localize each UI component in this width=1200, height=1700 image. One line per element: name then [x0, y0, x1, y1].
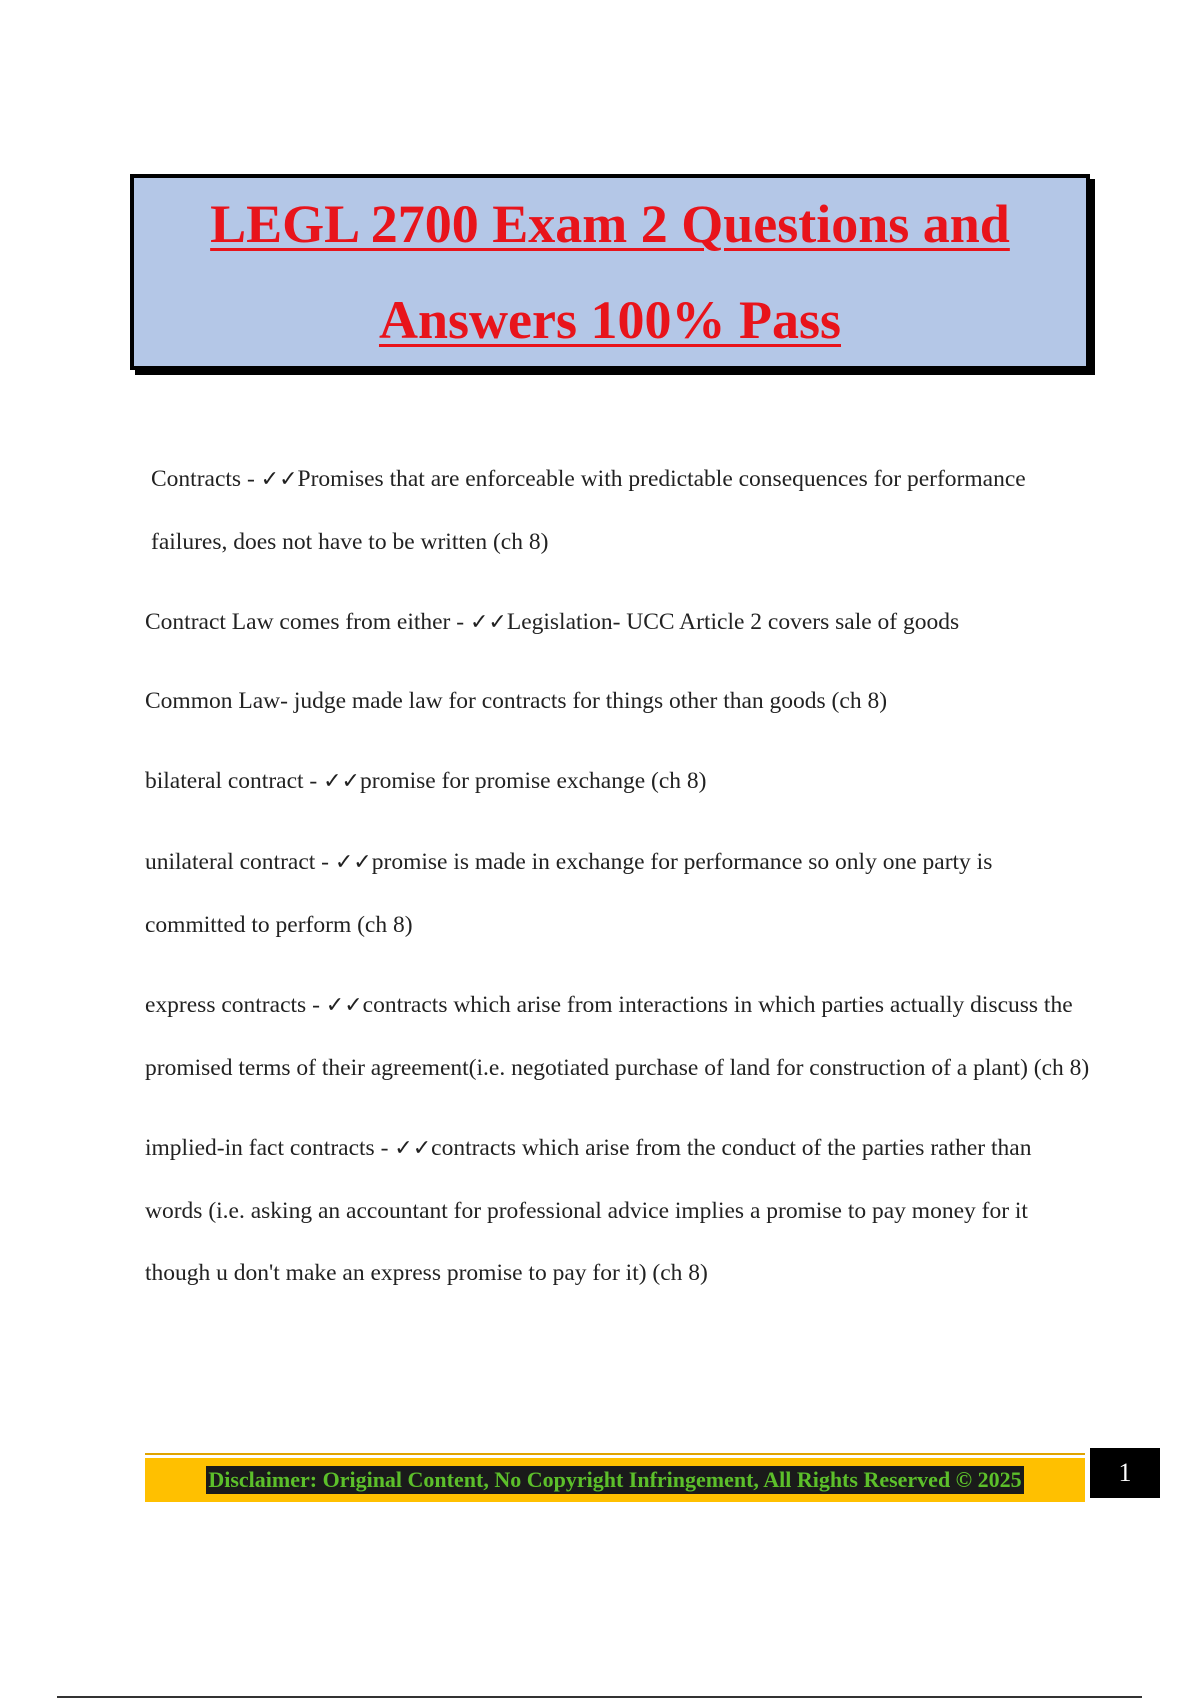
page-number: 1 — [1090, 1448, 1160, 1498]
qa-term: implied-in fact contracts — [145, 1135, 375, 1161]
double-check-icon: ✓✓ — [394, 1136, 432, 1161]
page-bottom-divider — [57, 1696, 1142, 1698]
qa-answer: Promises that are enforceable with predictable consequences for performance failures, does not have to be written (ch 8) — [151, 466, 1026, 555]
qa-item — [145, 1117, 1090, 1304]
qa-item — [145, 750, 1090, 813]
qa-answer: contracts which arise from the conduct of the parties rather than words (i.e. asking an accountant for professional advice implies a promise to pay money for it though u don't make an express promise to pay for it) (ch 8) — [145, 1135, 1032, 1286]
qa-item — [145, 831, 1090, 956]
qa-term: Contracts — [151, 466, 242, 492]
qa-item — [145, 974, 1090, 1099]
qa-term: Contract Law comes from either — [145, 609, 451, 635]
qa-answer: Legislation- UCC Article 2 covers sale of goods — [506, 609, 960, 635]
qa-term: bilateral contract — [145, 768, 304, 794]
qa-answer: promise is made in exchange for performance so only one party is committed to perform (ch 8) — [145, 849, 993, 938]
double-check-icon: ✓✓ — [469, 610, 507, 635]
title-line-1: LEGL 2700 Exam 2 Questions and — [210, 194, 1010, 254]
qa-separator: - — [303, 768, 324, 794]
footer-disclaimer: Disclaimer: Original Content, No Copyright Infringement, All Rights Reserved © 2025 — [208, 1467, 1022, 1492]
footer-bar — [145, 1458, 1085, 1502]
qa-separator: - — [241, 466, 261, 492]
footer-divider — [145, 1453, 1085, 1455]
qa-term: express contracts — [145, 992, 307, 1018]
qa-separator: - — [306, 992, 326, 1018]
qa-separator: - — [315, 849, 335, 875]
qa-item — [145, 448, 1090, 573]
qa-item — [145, 591, 1090, 732]
qa-separator: - — [374, 1135, 395, 1161]
qa-list — [145, 448, 1090, 1322]
double-check-icon: ✓✓ — [260, 467, 298, 492]
qa-term: unilateral contract — [145, 849, 316, 875]
qa-answer: promise for promise exchange (ch 8) — [360, 768, 707, 794]
qa-separator: - — [450, 609, 470, 635]
title-box — [130, 174, 1090, 370]
double-check-icon: ✓✓ — [325, 993, 363, 1018]
double-check-icon: ✓✓ — [334, 850, 372, 875]
qa-answer: contracts which arise from interactions in which parties actually discuss the promised terms of their agreement(i.e. negotiated purchase of land for construction of a plant) (ch 8) — [145, 992, 1090, 1081]
title-line-2: Answers 100% Pass — [378, 290, 841, 350]
qa-answer-continuation: Common Law- judge made law for contracts for things other than goods (ch 8) — [145, 688, 888, 714]
double-check-icon: ✓✓ — [323, 769, 360, 794]
